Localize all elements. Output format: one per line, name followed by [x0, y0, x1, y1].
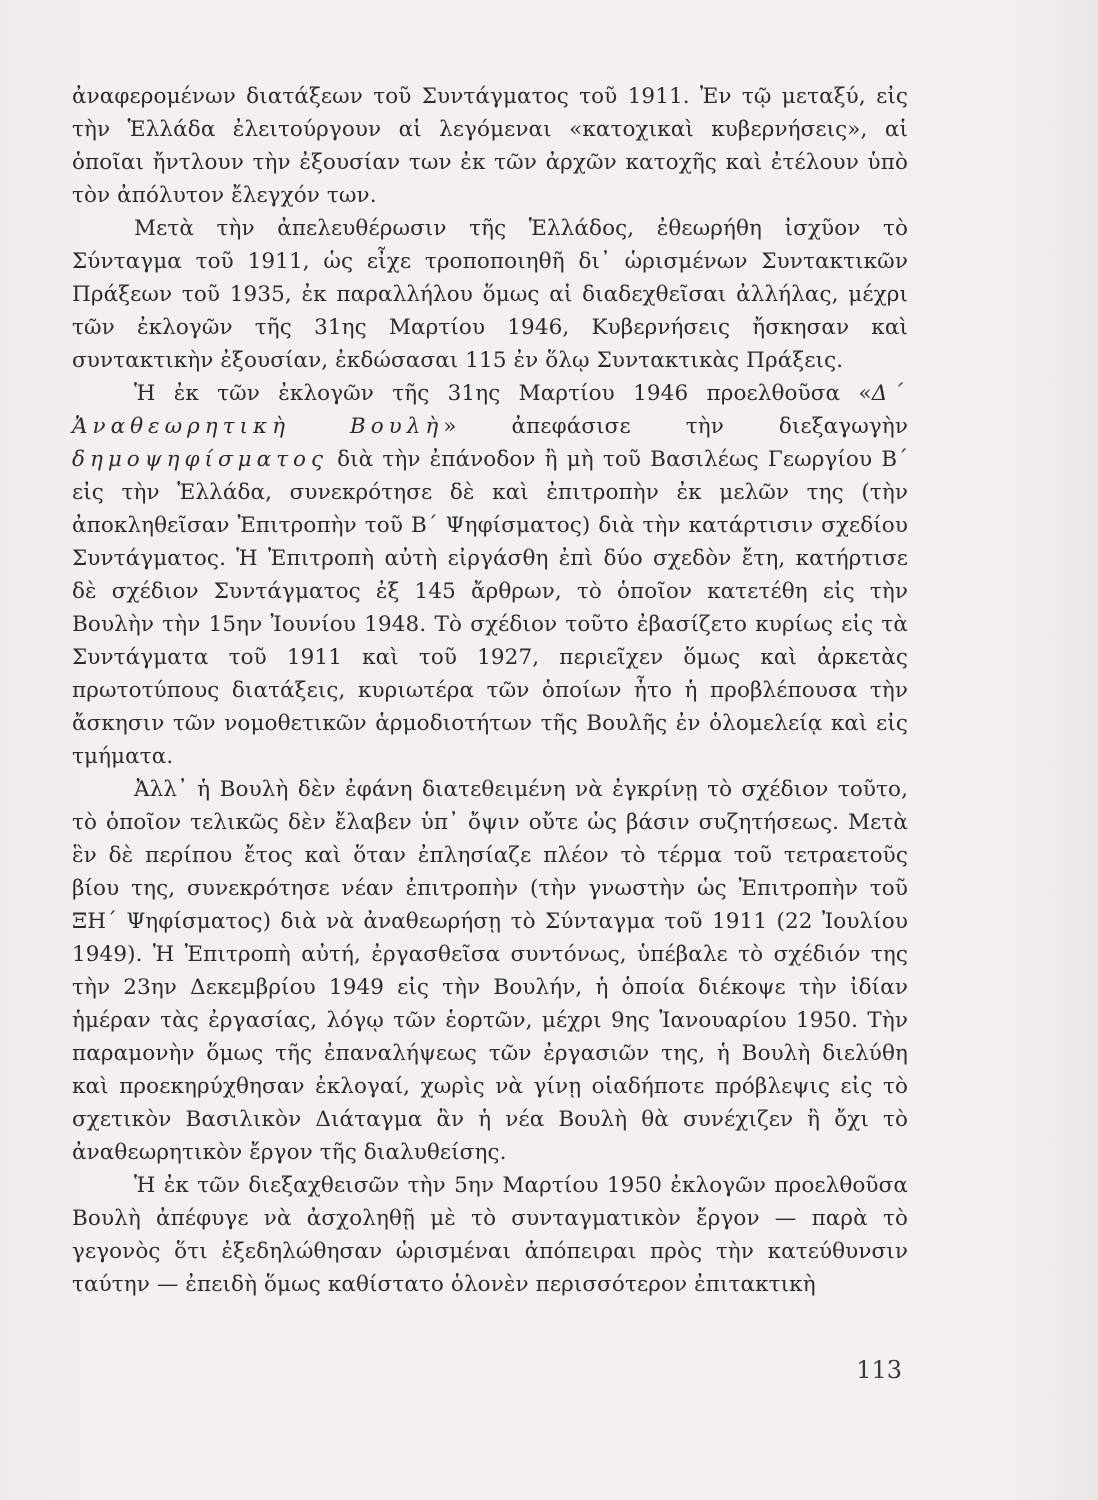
- text-segment: Ἡ ἐκ τῶν διεξαχθεισῶν τὴν 5ην Μαρτίου 1950 ἐκλογῶν προελθοῦσα Βουλὴ ἀπέφυγε νὰ ἀσχοληθῇ μὲ τὸ συνταγματικὸν ἔργον — παρὰ τὸ γεγονὸς ὅτι ἐξεδηλώθησαν ὡρισμέναι ἀπόπειραι πρὸς τὴν κατεύθυνσιν ταύτην — ἐπειδὴ ὅμως καθίστατο ὁλονὲν περισσότερον ἐπιτακτικὴ: [72, 1173, 908, 1297]
- text-segment: » ἀπεφάσισε τὴν διεξαγωγὴν: [443, 414, 908, 439]
- spaced-emphasis: δημοψηφίσματος: [72, 447, 329, 472]
- text-segment: διὰ τὴν ἐπάνοδον ἢ μὴ τοῦ Βασιλέως Γεωργίου Β΄ εἰς τὴν Ἑλλάδα, συνεκρότησε δὲ καὶ ἐπιτροπὴν ἐκ μελῶν της (τὴν ἀποκληθεῖσαν Ἐπιτροπὴν τοῦ Β΄ Ψηφίσματος) διὰ τὴν κατάρτισιν σχεδίου Συντάγματος. Ἡ Ἐπιτροπὴ αὐτὴ εἰργάσθη ἐπὶ δύο σχεδὸν ἔτη, κατήρτισε δὲ σχέδιον Συντάγματος ἐξ 145 ἄρθρων, τὸ ὁποῖον κατετέθη εἰς τὴν Βουλὴν τὴν 15ην Ἰουνίου 1948. Τὸ σχέδιον τοῦτο ἐβασίζετο κυρίως εἰς τὰ Συντάγματα τοῦ 1911 καὶ τοῦ 1927, περιεῖχεν ὅμως καὶ ἀρκετὰς πρωτοτύπους διατάξεις, κυριωτέρα τῶν ὁποίων ἦτο ἡ προβλέπουσα τὴν ἄσκησιν τῶν νομοθετικῶν ἁρμοδιοτήτων τῆς Βουλῆς ἐν ὁλομελείᾳ καὶ εἰς τμήματα.: [72, 447, 908, 769]
- body-text: [72, 80, 908, 1301]
- paragraph-1: [72, 80, 908, 212]
- text-segment: ἀναφερομένων διατάξεων τοῦ Συντάγματος τοῦ 1911. Ἐν τῷ μεταξύ, εἰς τὴν Ἑλλάδα ἐλειτούργουν αἱ λεγόμεναι «κατοχικαὶ κυβερνήσεις», αἱ ὁποῖαι ἤντλουν τὴν ἐξουσίαν των ἐκ τῶν ἀρχῶν κατοχῆς καὶ ἐτέλουν ὑπὸ τὸν ἀπόλυτον ἔλεγχόν των.: [72, 84, 908, 208]
- spaced-emphasis: Δ΄ Ἀναθεωρητικὴ Βουλὴ: [72, 381, 908, 439]
- text-segment: Ἡ ἐκ τῶν ἐκλογῶν τῆς 31ης Μαρτίου 1946 προελθοῦσα «: [134, 381, 872, 406]
- text-segment: Ἀλλ᾿ ἡ Βουλὴ δὲν ἐφάνη διατεθειμένη νὰ ἐγκρίνῃ τὸ σχέδιον τοῦτο, τὸ ὁποῖον τελικῶς δὲν ἔλαβεν ὑπ᾿ ὄψιν οὔτε ὡς βάσιν συζητήσεως. Μετὰ ἓν δὲ περίπου ἔτος καὶ ὅταν ἐπλησίαζε πλέον τὸ τέρμα τοῦ τετραετοῦς βίου της, συνεκρότησε νέαν ἐπιτροπὴν (τὴν γνωστὴν ὡς Ἐπιτροπὴν τοῦ ΞΗ΄ Ψηφίσματος) διὰ νὰ ἀναθεωρήσῃ τὸ Σύνταγμα τοῦ 1911 (22 Ἰουλίου 1949). Ἡ Ἐπιτροπὴ αὐτή, ἐργασθεῖσα συντόνως, ὑπέβαλε τὸ σχέδιόν της τὴν 23ην Δεκεμβρίου 1949 εἰς τὴν Βουλήν, ἡ ὁποία διέκοψε τὴν ἰδίαν ἡμέραν τὰς ἐργασίας, λόγῳ τῶν ἑορτῶν, μέχρι 9ης Ἰανουαρίου 1950. Τὴν παραμονὴν ὅμως τῆς ἐπαναλήψεως τῶν ἐργασιῶν της, ἡ Βουλὴ διελύθη καὶ προεκηρύχθησαν ἐκλογαί, χωρὶς νὰ γίνῃ οἱαδήποτε πρόβλεψις εἰς τὸ σχετικὸν Βασιλικὸν Διάταγμα ἂν ἡ νέα Βουλὴ θὰ συνέχιζεν ἢ ὄχι τὸ ἀναθεωρητικὸν ἔργον τῆς διαλυθείσης.: [72, 777, 908, 1165]
- text-segment: Μετὰ τὴν ἀπελευθέρωσιν τῆς Ἑλλάδος, ἐθεωρήθη ἰσχῦον τὸ Σύνταγμα τοῦ 1911, ὡς εἶχε τροποποιηθῆ δι᾿ ὡρισμένων Συντακτικῶν Πράξεων τοῦ 1935, ἐκ παραλλήλου ὅμως αἱ διαδεχθεῖσαι ἀλλήλας, μέχρι τῶν ἐκλογῶν τῆς 31ης Μαρτίου 1946, Κυβερνήσεις ἤσκησαν καὶ συντακτικὴν ἐξουσίαν, ἐκδώσασαι 115 ἐν ὅλῳ Συντακτικὰς Πράξεις.: [72, 216, 908, 373]
- paragraph-4: [72, 773, 908, 1169]
- paragraph-5: [72, 1169, 908, 1301]
- page-number: 113: [856, 1356, 902, 1384]
- paragraph-2: [72, 212, 908, 377]
- paragraph-3: [72, 377, 908, 773]
